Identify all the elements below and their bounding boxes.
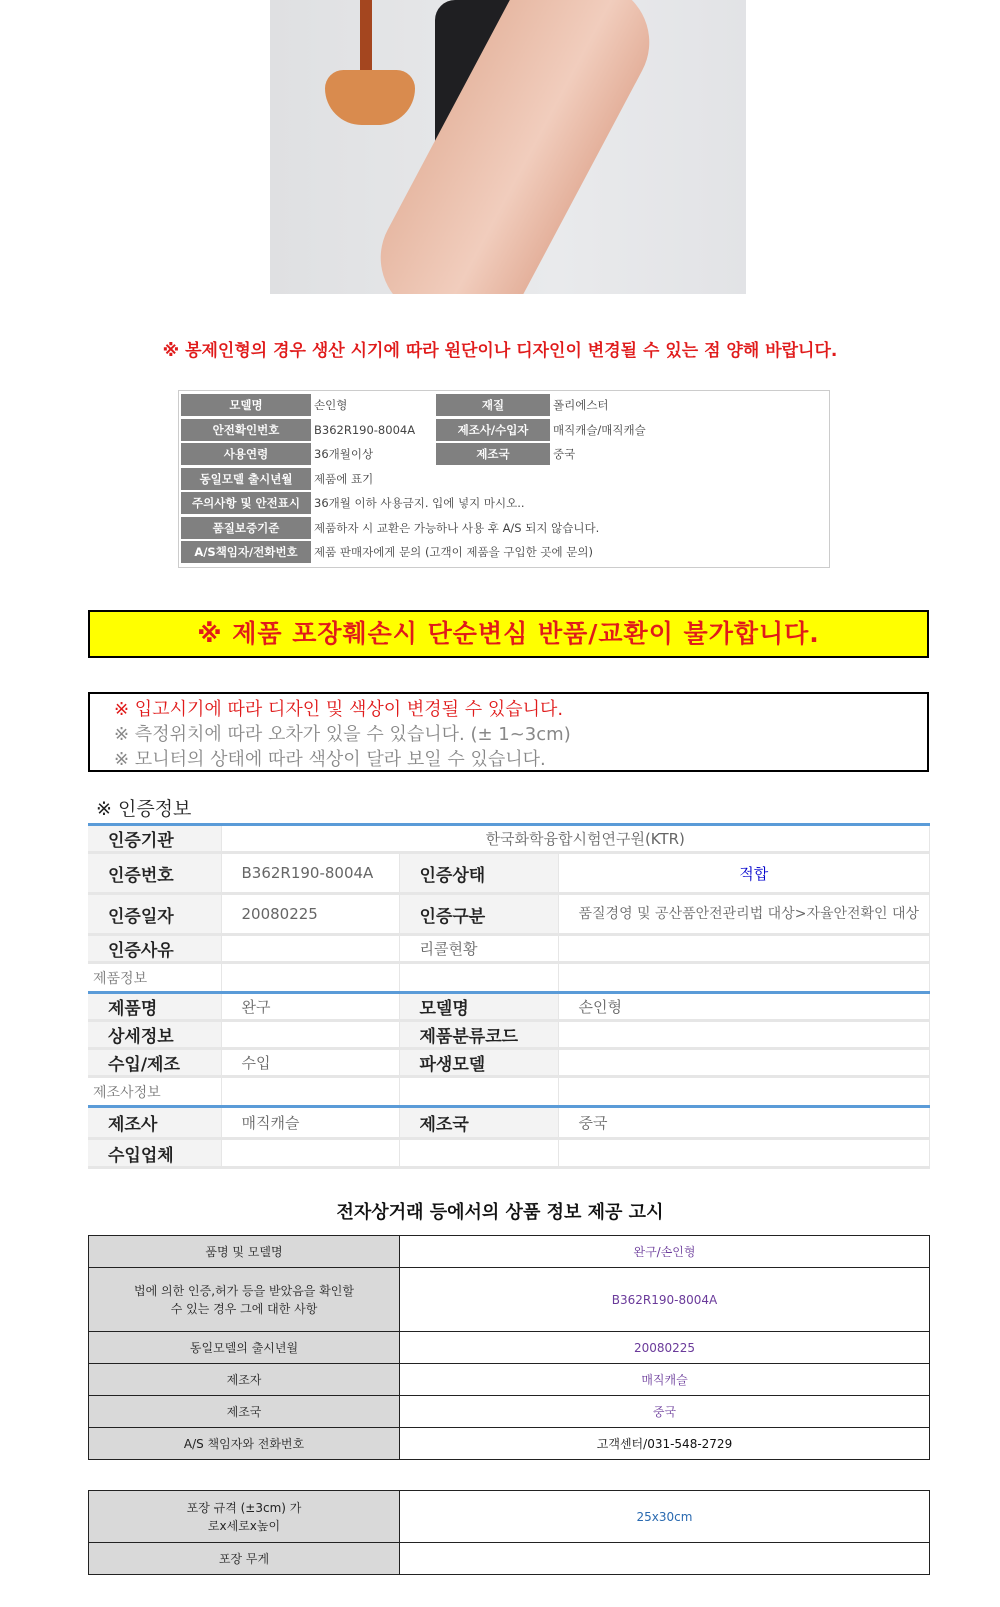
cert-label: 제조사 <box>88 1107 221 1139</box>
spec-label: 제조국 <box>436 443 550 465</box>
cert-label: 제조국 <box>399 1107 558 1139</box>
spec-value: 36개월이상 <box>314 447 374 461</box>
package-weight-label: 포장 무게 <box>89 1543 400 1575</box>
cert-label: 파생모델 <box>399 1049 558 1077</box>
info-label: 제조국 <box>89 1396 400 1428</box>
spec-label: 품질보증기준 <box>181 517 311 539</box>
cert-label: 인증일자 <box>88 894 221 935</box>
info-value: 완구/손인형 <box>400 1236 930 1268</box>
spec-table <box>178 390 830 568</box>
design-change-notice: ※ 봉제인형의 경우 생산 시기에 따라 원단이나 디자인이 변경될 수 있는 점 양해 바랍니다. <box>162 341 838 361</box>
broom-stick <box>360 0 372 80</box>
info-label: 동일모델의 출시년월 <box>89 1332 400 1364</box>
ecommerce-table <box>88 1235 930 1460</box>
notice-line: ※ 측정위치에 따라 오차가 있을 수 있습니다. (± 1~3cm) <box>114 724 571 745</box>
section-label: 제품정보 <box>88 963 221 993</box>
cert-label: 인증구분 <box>399 894 558 935</box>
info-value: 중국 <box>400 1396 930 1428</box>
cert-value: 수입 <box>221 1049 399 1077</box>
cert-label: 수입/제조 <box>88 1049 221 1077</box>
cert-value: B362R190-8004A <box>221 853 399 894</box>
cert-value: 손인형 <box>558 993 930 1021</box>
cert-value: 중국 <box>558 1107 930 1139</box>
cert-value: 완구 <box>221 993 399 1021</box>
notice-line: ※ 모니터의 상태에 따라 색상이 달라 보일 수 있습니다. <box>114 749 546 770</box>
info-value: 고객센터/031-548-2729 <box>400 1428 930 1460</box>
cert-label: 제품명 <box>88 993 221 1021</box>
info-label: A/S 책임자와 전화번호 <box>89 1428 400 1460</box>
spec-label: 재질 <box>436 394 550 416</box>
cert-label: 인증사유 <box>88 935 221 963</box>
spec-label: 사용연령 <box>181 443 311 465</box>
info-value: 20080225 <box>400 1332 930 1364</box>
product-photo <box>270 0 746 294</box>
cert-label: 수입업체 <box>88 1139 221 1168</box>
package-size-label: 포장 규격 (±3cm) 가로x세로x높이 <box>89 1491 400 1543</box>
cert-title: ※ 인증정보 <box>96 798 192 820</box>
cert-status: 적합 <box>558 853 930 894</box>
spec-value: B362R190-8004A <box>314 422 416 437</box>
package-table <box>88 1490 930 1575</box>
notice-box <box>88 692 929 772</box>
cert-label: 제품분류코드 <box>399 1021 558 1049</box>
info-value: 매직캐슬 <box>400 1364 930 1396</box>
info-label: 품명 및 모델명 <box>89 1236 400 1268</box>
spec-label: A/S책임자/전화번호 <box>181 541 311 563</box>
cert-value: 20080225 <box>221 894 399 935</box>
spec-label: 제조사/수입자 <box>436 419 550 441</box>
spec-value: 매직캐슬/매직캐슬 <box>553 422 646 437</box>
cert-label: 인증상태 <box>399 853 558 894</box>
spec-value: 제품 판매자에게 문의 (고객이 제품을 구입한 곳에 문의) <box>314 545 593 559</box>
cert-recall: 리콜현황 <box>399 935 558 963</box>
cert-empty <box>221 935 399 963</box>
spec-value: 폴리에스터 <box>553 398 609 412</box>
info-value: B362R190-8004A <box>400 1268 930 1332</box>
cert-table <box>88 823 930 1169</box>
cert-label: 인증번호 <box>88 853 221 894</box>
spec-value: 손인형 <box>314 398 348 412</box>
spec-value: 36개월 이하 사용금지. 입에 넣지 마시오.. <box>314 496 525 510</box>
cert-label: 모델명 <box>399 993 558 1021</box>
notice-line: ※ 입고시기에 따라 디자인 및 색상이 변경될 수 있습니다. <box>114 699 564 720</box>
section-label: 제조사정보 <box>88 1077 221 1107</box>
broom <box>325 70 415 125</box>
cert-value: 한국화학융합시험연구원(KTR) <box>221 825 930 853</box>
package-weight-value <box>400 1543 930 1575</box>
spec-label: 동일모델 출시년월 <box>181 468 311 490</box>
spec-label: 안전확인번호 <box>181 419 311 441</box>
spec-label: 주의사항 및 안전표시 <box>181 492 311 514</box>
spec-value: 제품하자 시 교환은 가능하나 사용 후 A/S 되지 않습니다. <box>314 520 600 535</box>
spec-value: 중국 <box>553 447 576 461</box>
info-label: 법에 의한 인증,허가 등을 받았음을 확인할 수 있는 경우 그에 대한 사항 <box>89 1268 400 1332</box>
return-policy-banner: ※ 제품 포장훼손시 단순변심 반품/교환이 불가합니다. <box>88 610 929 658</box>
cert-empty <box>558 935 930 963</box>
cert-value: 품질경영 및 공산품안전관리법 대상>자율안전확인 대상 <box>558 894 930 935</box>
ecommerce-title: 전자상거래 등에서의 상품 정보 제공 고시 <box>336 1202 664 1223</box>
spec-label: 모델명 <box>181 394 311 416</box>
cert-label: 상세정보 <box>88 1021 221 1049</box>
cert-label: 인증기관 <box>88 825 221 853</box>
info-label: 제조자 <box>89 1364 400 1396</box>
spec-value: 제품에 표기 <box>314 471 374 486</box>
package-size-value: 25x30cm <box>400 1491 930 1543</box>
cert-value: 매직캐슬 <box>221 1107 399 1139</box>
arm <box>360 0 671 294</box>
